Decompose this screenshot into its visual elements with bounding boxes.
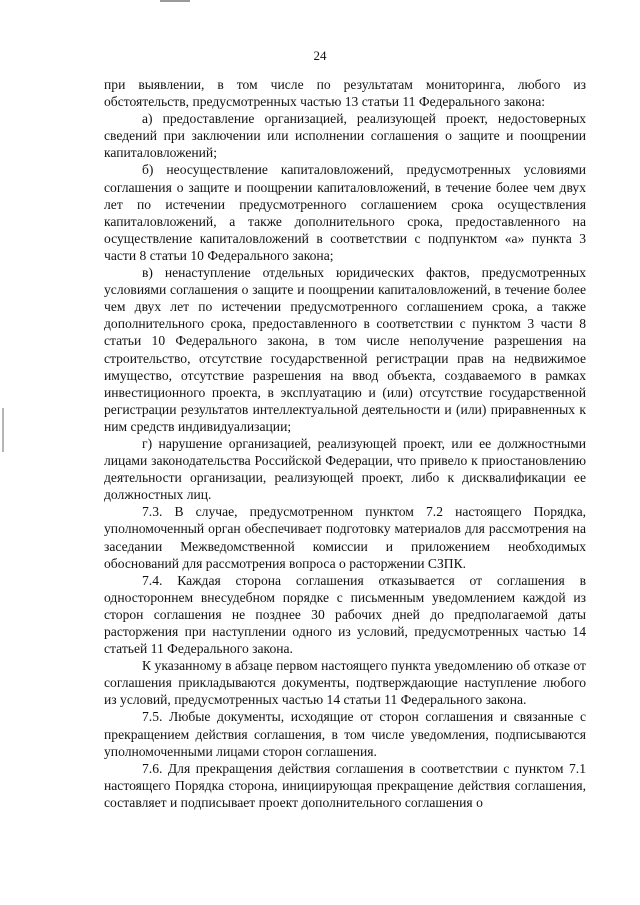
paragraph-intro-continuation: при выявлении, в том числе по результатам мониторинга, любого из обстоятельств, предусмотренных частью 13 статьи 11 Федерального закона: [104,77,586,110]
scan-edge-mark [2,408,4,452]
paragraph-clause-7-4-attachment: К указанному в абзаце первом настоящего пункта уведомлению об отказе от соглашения прикладываются документы, подтверждающие наступление любого из условий, предусмотренных частью 14 статьи 11 Федерального закона. [104,658,586,708]
paragraph-item-v: в) ненаступление отдельных юридических фактов, предусмотренных условиями соглашения о защите и поощрении капиталовложений, в течение более чем двух лет по истечении предусмотренного соглашением срока, а также дополнительного срока, предоставленного в соответствии с пунктом 3 части 8 статьи 10 Федерального закона, в том числе неполучение разрешения на строительство, отсутствие государственной регистрации прав на недвижимое имущество, отсутствие разрешения на ввод объекта, создаваемого в рамках инвестиционного проекта, в эксплуатацию и (или) отсутствие государственной регистрации результатов интеллектуальной деятельности и (или) приравненных к ним средств индивидуализации; [104,265,586,434]
paragraph-clause-7-4: 7.4. Каждая сторона соглашения отказывается от соглашения в одностороннем внесудебном порядке с письменным уведомлением каждой из сторон соглашения не позднее 30 рабочих дней до предполагаемой даты расторжения при наступлении одного из условий, предусмотренных частью 14 статьей 11 Федерального закона. [104,572,586,657]
page-number: 24 [313,48,327,63]
scan-top-mark [160,0,190,2]
document-body [104,76,586,811]
paragraph-item-a: а) предоставление организацией, реализующей проект, недостоверных сведений при заключении или исполнении соглашения о защите и поощрении капиталовложений; [104,111,586,161]
paragraph-clause-7-5: 7.5. Любые документы, исходящие от сторон соглашения и связанные с прекращением действия соглашения, в том числе уведомления, подписываются уполномоченными лицами сторон соглашения. [104,709,586,759]
paragraph-item-b: б) неосуществление капиталовложений, предусмотренных условиями соглашения о защите и поощрении капиталовложений, в течение более чем двух лет по истечении предусмотренного соглашением срока осуществления капиталовложений, а также дополнительного срока, предоставленного на осуществление капиталовложений в соответствии с подпунктом «а» пункта 3 части 8 статьи 10 Федерального закона; [104,162,586,263]
paragraph-clause-7-3: 7.3. В случае, предусмотренном пунктом 7.2 настоящего Порядка, уполномоченный орган обеспечивает подготовку материалов для рассмотрения на заседании Межведомственной комиссии и приложением необходимых обоснований для рассмотрения вопроса о расторжении СЗПК. [104,504,586,571]
paragraph-item-g: г) нарушение организацией, реализующей проект, или ее должностными лицами законодательства Российской Федерации, что привело к приостановлению деятельности организации, реализующей проект, либо к дисквалификации ее должностных лиц. [104,435,586,503]
paragraph-clause-7-6: 7.6. Для прекращения действия соглашения в соответствии с пунктом 7.1 настоящего Порядка сторона, инициирующая прекращение действия соглашения, составляет и подписывает проект дополнительного соглашения о [104,760,586,810]
